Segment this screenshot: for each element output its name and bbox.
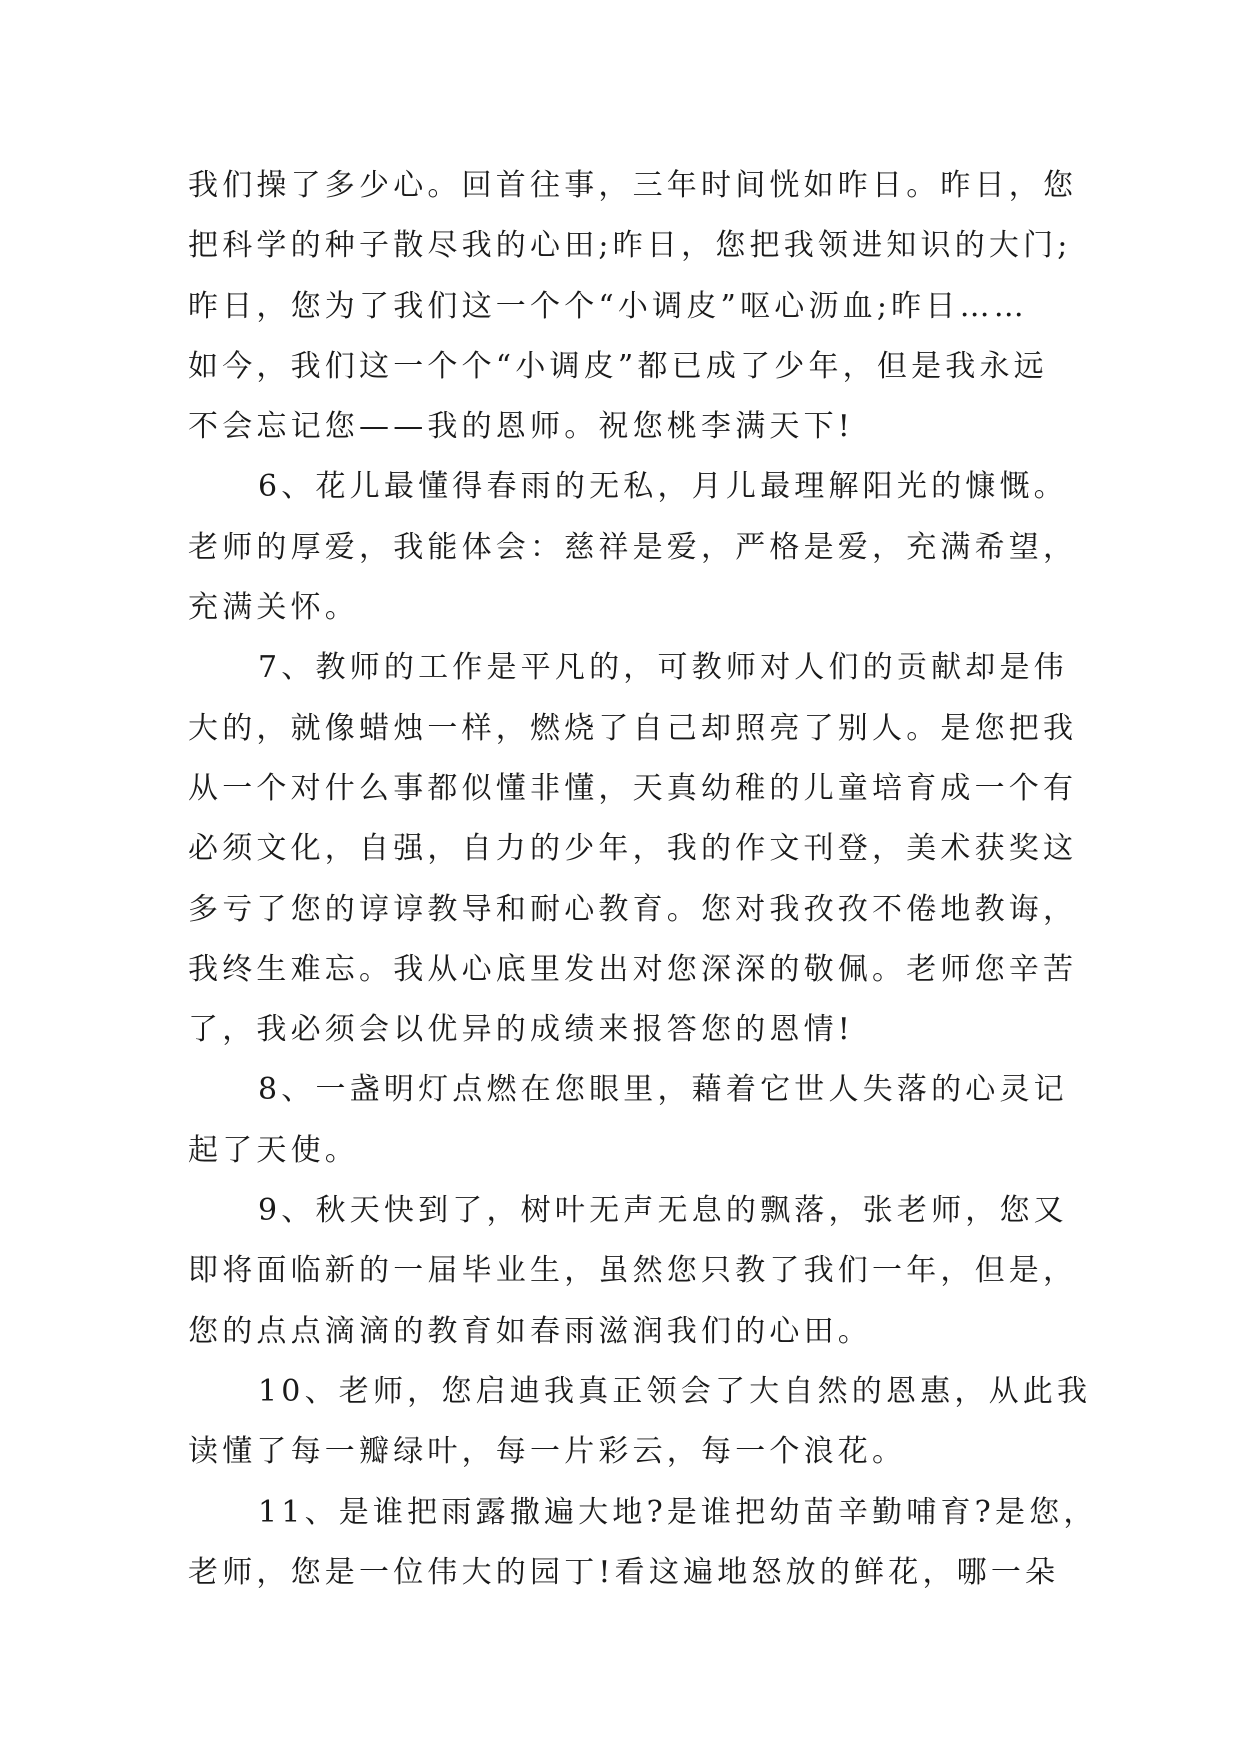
text-line: 不会忘记您——我的恩师。祝您桃李满天下! xyxy=(188,409,855,445)
text-line: 多亏了您的谆谆教导和耐心教育。您对我孜孜不倦地教诲， xyxy=(188,891,1078,927)
text-line: 昨日，您为了我们这一个个“小调皮”呕心沥血;昨日…… xyxy=(188,288,1028,324)
text-line: 从一个对什么事都似懂非懂，天真幼稚的儿童培育成一个有 xyxy=(188,770,1078,806)
text-line: 我们操了多少心。回首往事，三年时间恍如昨日。昨日，您 xyxy=(188,168,1078,203)
paragraph-10-start: 10、老师，您启迪我真正领会了大自然的恩惠，从此我 xyxy=(258,1373,1092,1409)
text-line: 起了天使。 xyxy=(188,1132,359,1168)
text-line: 我终生难忘。我从心底里发出对您深深的敬佩。老师您辛苦 xyxy=(188,951,1078,987)
text-line: 即将面临新的一届毕业生，虽然您只教了我们一年，但是， xyxy=(188,1253,1078,1289)
text-line: 把科学的种子散尽我的心田;昨日，您把我领进知识的大门; xyxy=(188,228,1072,264)
text-line: 读懂了每一瓣绿叶，每一片彩云，每一个浪花。 xyxy=(188,1434,907,1470)
paragraph-6-start: 6、花儿最懂得春雨的无私，月儿最理解阳光的慷慨。 xyxy=(258,469,1068,505)
text-line: 大的，就像蜡烛一样，燃烧了自己却照亮了别人。是您把我 xyxy=(188,710,1078,746)
text-line: 如今，我们这一个个“小调皮”都已成了少年，但是我永远 xyxy=(188,348,1048,384)
paragraph-8-start: 8、一盏明灯点燃在您眼里，藉着它世人失落的心灵记 xyxy=(258,1072,1068,1108)
text-line: 老师的厚爱，我能体会：慈祥是爱，严格是爱，充满希望， xyxy=(188,529,1078,565)
text-line: 老师，您是一位伟大的园丁!看这遍地怒放的鲜花，哪一朵 xyxy=(188,1554,1060,1590)
paragraph-11-start: 11、是谁把雨露撒遍大地?是谁把幼苗辛勤哺育?是您， xyxy=(258,1494,1098,1530)
paragraph-7-start: 7、教师的工作是平凡的，可教师对人们的贡献却是伟 xyxy=(258,650,1068,686)
document-body xyxy=(188,156,1098,1603)
text-line: 必须文化，自强，自力的少年，我的作文刊登，美术获奖这 xyxy=(188,831,1078,867)
text-line: 充满关怀。 xyxy=(188,590,359,626)
text-line: 您的点点滴滴的教育如春雨滋润我们的心田。 xyxy=(188,1313,872,1349)
paragraph-9-start: 9、秋天快到了，树叶无声无息的飘落，张老师，您又 xyxy=(258,1193,1068,1229)
text-line: 了，我必须会以优异的成绩来报答您的恩情! xyxy=(188,1012,855,1048)
